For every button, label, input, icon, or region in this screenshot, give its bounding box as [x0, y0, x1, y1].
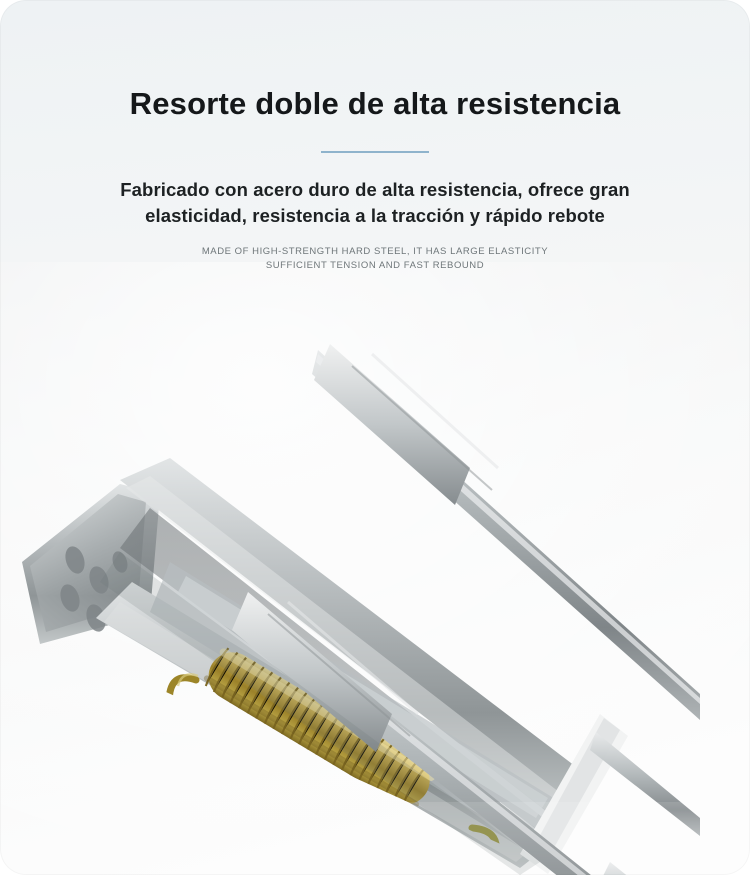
english-subtitle	[95, 245, 655, 273]
product-photo-illustration	[0, 262, 750, 875]
banner-header	[0, 0, 750, 273]
product-photo	[0, 262, 750, 875]
page-title: Resorte doble de alta resistencia	[129, 86, 621, 121]
subtitle-text: Fabricado con acero duro de alta resistencia, ofrece gran elasticidad, resistencia a la tracción y rápido rebote	[120, 178, 630, 226]
english-subtitle-line-1: MADE OF HIGH-STRENGTH HARD STEEL, IT HAS LARGE ELASTICITY	[201, 246, 549, 258]
english-subtitle-line-2: SUFFICIENT TENSION AND FAST REBOUND	[265, 259, 485, 271]
title-divider	[321, 151, 429, 153]
